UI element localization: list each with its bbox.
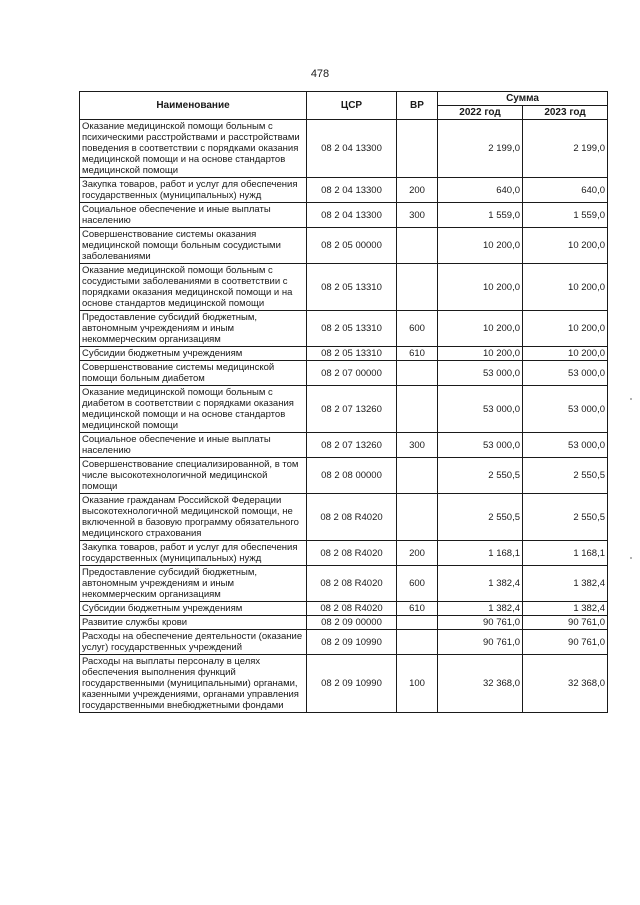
- row-2022-value: 32 368,0: [438, 655, 523, 713]
- row-2022-value: 90 761,0: [438, 630, 523, 655]
- row-vr-cell: 300: [397, 203, 438, 228]
- row-2023-value: 2 199,0: [523, 120, 608, 178]
- row-name-cell: Закупка товаров, работ и услуг для обеспечения государственных (муниципальных) нужд: [80, 541, 307, 566]
- table-row: [80, 311, 608, 347]
- row-vr-cell: 610: [397, 602, 438, 616]
- scan-mark: [630, 557, 632, 559]
- row-2022-value: 10 200,0: [438, 311, 523, 347]
- row-name-cell: Социальное обеспечение и иные выплаты населению: [80, 203, 307, 228]
- row-2023-value: 10 200,0: [523, 311, 608, 347]
- row-csr-cell: 08 2 04 13300: [307, 203, 397, 228]
- table-row: [80, 458, 608, 494]
- header-sum: Сумма: [438, 92, 608, 106]
- scan-mark: [630, 398, 632, 400]
- row-csr-cell: 08 2 04 13300: [307, 178, 397, 203]
- row-vr-cell: [397, 494, 438, 541]
- row-csr-cell: 08 2 07 13260: [307, 386, 397, 433]
- table-row: [80, 361, 608, 386]
- row-2023-value: 1 168,1: [523, 541, 608, 566]
- row-name-cell: Оказание медицинской помощи больным с диабетом в соответствии с порядками оказания медицинской помощи и на основе стандартов медицинской помощи: [80, 386, 307, 433]
- row-name-cell: Субсидии бюджетным учреждениям: [80, 602, 307, 616]
- row-csr-cell: 08 2 08 R4020: [307, 566, 397, 602]
- row-vr-cell: [397, 264, 438, 311]
- row-vr-cell: 300: [397, 433, 438, 458]
- row-vr-cell: [397, 361, 438, 386]
- row-csr-cell: 08 2 05 13310: [307, 264, 397, 311]
- row-name-cell: Предоставление субсидий бюджетным, автономным учреждениям и иным некоммерческим организациям: [80, 311, 307, 347]
- table-header: [80, 92, 608, 120]
- table-row: [80, 386, 608, 433]
- row-csr-cell: 08 2 08 R4020: [307, 602, 397, 616]
- row-2023-value: 1 382,4: [523, 566, 608, 602]
- table-row: [80, 602, 608, 616]
- row-2022-value: 90 761,0: [438, 616, 523, 630]
- table-row: [80, 347, 608, 361]
- row-2022-value: 10 200,0: [438, 228, 523, 264]
- table-row: [80, 178, 608, 203]
- row-name-cell: Расходы на выплаты персоналу в целях обеспечения выполнения функций государственными (муниципальными) органами, казенными учреждениями, органами управления государственными внебюджетными фондами: [80, 655, 307, 713]
- row-vr-cell: [397, 120, 438, 178]
- row-2023-value: 1 559,0: [523, 203, 608, 228]
- row-2022-value: 1 559,0: [438, 203, 523, 228]
- row-2022-value: 1 168,1: [438, 541, 523, 566]
- row-name-cell: Совершенствование системы медицинской помощи больным диабетом: [80, 361, 307, 386]
- row-2023-value: 53 000,0: [523, 433, 608, 458]
- row-2023-value: 640,0: [523, 178, 608, 203]
- row-2022-value: 1 382,4: [438, 602, 523, 616]
- table-row: [80, 228, 608, 264]
- row-vr-cell: [397, 616, 438, 630]
- row-csr-cell: 08 2 08 R4020: [307, 494, 397, 541]
- row-2022-value: 1 382,4: [438, 566, 523, 602]
- table-body: [80, 120, 608, 713]
- row-name-cell: Оказание гражданам Российской Федерации высокотехнологичной медицинской помощи, не включенной в базовую программу обязательного медицинского страхования: [80, 494, 307, 541]
- header-name: Наименование: [80, 92, 307, 120]
- table-row: [80, 433, 608, 458]
- page-number: 478: [310, 68, 330, 80]
- row-2022-value: 2 550,5: [438, 458, 523, 494]
- row-csr-cell: 08 2 08 00000: [307, 458, 397, 494]
- row-csr-cell: 08 2 05 13310: [307, 347, 397, 361]
- row-name-cell: Субсидии бюджетным учреждениям: [80, 347, 307, 361]
- header-year-2022: 2022 год: [438, 106, 523, 120]
- table-row: [80, 203, 608, 228]
- row-vr-cell: 610: [397, 347, 438, 361]
- header-year-2023: 2023 год: [523, 106, 608, 120]
- row-name-cell: Закупка товаров, работ и услуг для обеспечения государственных (муниципальных) нужд: [80, 178, 307, 203]
- row-2023-value: 10 200,0: [523, 228, 608, 264]
- row-2023-value: 90 761,0: [523, 630, 608, 655]
- table-row: [80, 630, 608, 655]
- row-csr-cell: 08 2 09 10990: [307, 630, 397, 655]
- row-2022-value: 10 200,0: [438, 347, 523, 361]
- row-csr-cell: 08 2 09 10990: [307, 655, 397, 713]
- row-csr-cell: 08 2 07 13260: [307, 433, 397, 458]
- row-2022-value: 53 000,0: [438, 433, 523, 458]
- row-vr-cell: 100: [397, 655, 438, 713]
- header-csr: ЦСР: [307, 92, 397, 120]
- row-csr-cell: 08 2 05 13310: [307, 311, 397, 347]
- row-vr-cell: [397, 386, 438, 433]
- row-vr-cell: 200: [397, 541, 438, 566]
- row-2022-value: 2 199,0: [438, 120, 523, 178]
- row-name-cell: Оказание медицинской помощи больным с психическими расстройствами и расстройствами поведения в соответствии с порядками оказания медицинской помощи и на основе стандартов медицинской помощи: [80, 120, 307, 178]
- row-2023-value: 10 200,0: [523, 347, 608, 361]
- row-2023-value: 53 000,0: [523, 386, 608, 433]
- budget-table: [79, 91, 608, 713]
- row-csr-cell: 08 2 08 R4020: [307, 541, 397, 566]
- table-row: [80, 566, 608, 602]
- row-name-cell: Оказание медицинской помощи больным с сосудистыми заболеваниями в соответствии с порядками оказания медицинской помощи и на основе стандартов медицинской помощи: [80, 264, 307, 311]
- row-2022-value: 53 000,0: [438, 361, 523, 386]
- row-2022-value: 640,0: [438, 178, 523, 203]
- row-name-cell: Предоставление субсидий бюджетным, автономным учреждениям и иным некоммерческим организациям: [80, 566, 307, 602]
- row-2023-value: 10 200,0: [523, 264, 608, 311]
- row-2022-value: 10 200,0: [438, 264, 523, 311]
- row-vr-cell: [397, 458, 438, 494]
- row-2023-value: 53 000,0: [523, 361, 608, 386]
- row-vr-cell: 600: [397, 566, 438, 602]
- row-vr-cell: [397, 630, 438, 655]
- row-2023-value: 2 550,5: [523, 458, 608, 494]
- row-csr-cell: 08 2 09 00000: [307, 616, 397, 630]
- table-row: [80, 616, 608, 630]
- row-csr-cell: 08 2 05 00000: [307, 228, 397, 264]
- row-name-cell: Совершенствование системы оказания медицинской помощи больным сосудистыми заболеваниями: [80, 228, 307, 264]
- row-csr-cell: 08 2 04 13300: [307, 120, 397, 178]
- row-2023-value: 2 550,5: [523, 494, 608, 541]
- table-row: [80, 494, 608, 541]
- row-2022-value: 53 000,0: [438, 386, 523, 433]
- row-csr-cell: 08 2 07 00000: [307, 361, 397, 386]
- row-2023-value: 32 368,0: [523, 655, 608, 713]
- table-row: [80, 264, 608, 311]
- row-name-cell: Развитие службы крови: [80, 616, 307, 630]
- row-2023-value: 1 382,4: [523, 602, 608, 616]
- table-row: [80, 541, 608, 566]
- row-name-cell: Расходы на обеспечение деятельности (оказание услуг) государственных учреждений: [80, 630, 307, 655]
- row-name-cell: Социальное обеспечение и иные выплаты населению: [80, 433, 307, 458]
- row-vr-cell: 600: [397, 311, 438, 347]
- row-2023-value: 90 761,0: [523, 616, 608, 630]
- row-vr-cell: [397, 228, 438, 264]
- table-row: [80, 655, 608, 713]
- row-vr-cell: 200: [397, 178, 438, 203]
- row-2022-value: 2 550,5: [438, 494, 523, 541]
- header-vr: ВР: [397, 92, 438, 120]
- row-name-cell: Совершенствование специализированной, в том числе высокотехнологичной медицинской помощи: [80, 458, 307, 494]
- table-row: [80, 120, 608, 178]
